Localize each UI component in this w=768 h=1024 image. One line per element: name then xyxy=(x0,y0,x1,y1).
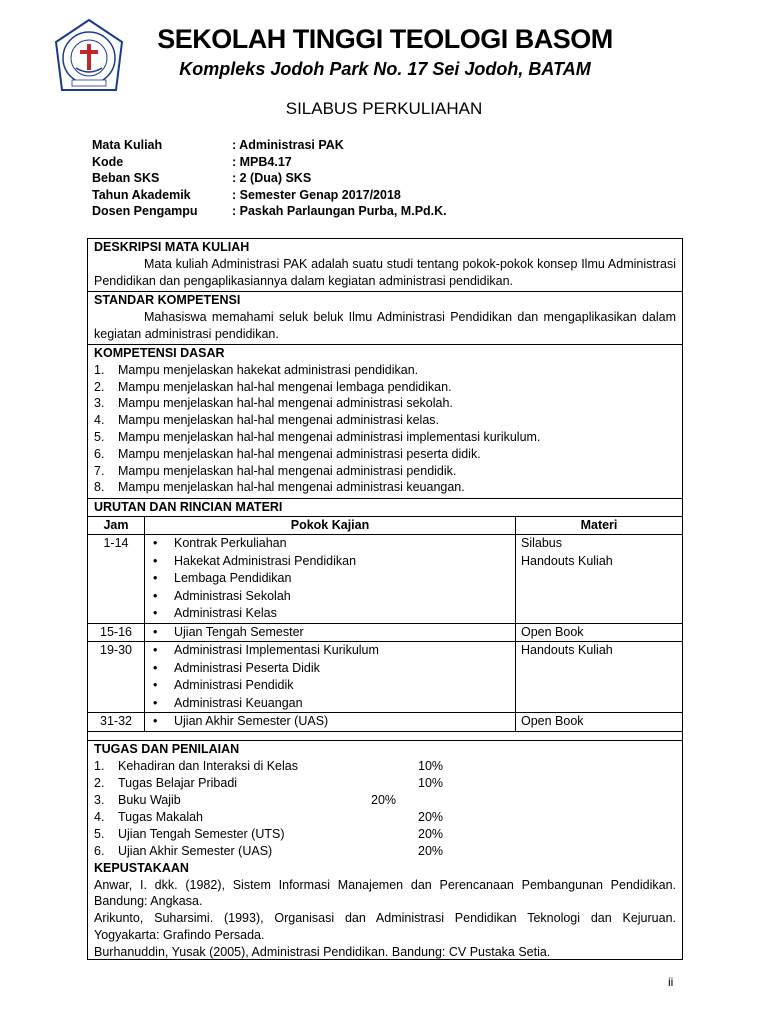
materi-item: Silabus xyxy=(521,536,562,551)
topic-item: • Administrasi Implementasi Kurikulum xyxy=(150,642,510,660)
table-row xyxy=(88,623,683,642)
topics-cell xyxy=(145,535,516,624)
course-info-row: Mata Kuliah : Administrasi PAK xyxy=(92,138,344,152)
deskripsi-text: Mata kuliah Administrasi PAK adalah suatu studi tentang pokok-pokok konsep Ilmu Administrasi Pendidikan dan pengaplikasiannya dalam kegiatan administrasi pendidikan. xyxy=(94,256,676,288)
topic-item: • Administrasi Pendidik xyxy=(150,677,510,695)
urutan-heading: URUTAN DAN RINCIAN MATERI xyxy=(94,500,283,514)
topics-cell xyxy=(145,623,516,642)
materi-cell xyxy=(516,535,683,624)
list-item: 4. Mampu menjelaskan hal-hal mengenai administrasi kelas. xyxy=(94,413,439,428)
assessment-item: 2. Tugas Belajar Pribadi 10% xyxy=(94,775,444,790)
list-item: 2. Mampu menjelaskan hal-hal mengenai lembaga pendidikan. xyxy=(94,379,452,394)
topic-item: • Hakekat Administrasi Pendidikan xyxy=(150,553,510,571)
materi-cell xyxy=(516,713,683,732)
document-title: SILABUS PERKULIAHAN xyxy=(285,99,483,118)
kompetensi-list xyxy=(94,362,676,496)
assessment-item: 1. Kehadiran dan Interaksi di Kelas 10% xyxy=(94,758,444,773)
reference-item: Anwar, I. dkk. (1982), Sistem Informasi Manajemen dan Perencanaan Pembangunan Pendidikan. Bandung: Angkasa. xyxy=(94,877,676,909)
topic-item: • Administrasi Peserta Didik xyxy=(150,660,510,678)
assessment-item: 3. Buku Wajib 20% xyxy=(94,792,397,807)
page-number: ii xyxy=(668,975,674,989)
deskripsi-section xyxy=(87,238,683,292)
list-item: 5. Mampu menjelaskan hal-hal mengenai administrasi implementasi kurikulum. xyxy=(94,429,541,444)
reference-item: Arikunto, Suharsimi. (1993), Organisasi dan Administrasi Pendidikan Teknologi dan Kejuruan. Yogyakarta: Grafindo Persada. xyxy=(94,911,676,942)
list-item: 8. Mampu menjelaskan hal-hal mengenai administrasi keuangan. xyxy=(94,480,465,495)
assessment-item: 4. Tugas Makalah 20% xyxy=(94,809,444,824)
standar-text: Mahasiswa memahami seluk beluk Ilmu Administrasi Pendidikan dan mengaplikasikan dalam kegiatan administrasi pendidikan. xyxy=(94,309,676,341)
kompetensi-heading: KOMPETENSI DASAR xyxy=(94,346,225,360)
list-item: 6. Mampu menjelaskan hal-hal mengenai administrasi peserta didik. xyxy=(94,446,481,461)
jam-cell: 31-32 xyxy=(88,713,145,732)
assessment-item: 5. Ujian Tengah Semester (UTS) 20% xyxy=(94,826,444,841)
materi-cell xyxy=(516,642,683,713)
course-info-row: Dosen Pengampu : Paskah Parlaungan Purba, M.Pd.K. xyxy=(92,204,447,218)
materi-item: Handouts Kuliah xyxy=(521,643,613,658)
topics-cell xyxy=(145,642,516,713)
course-info-row: Kode : MPB4.17 xyxy=(92,154,292,169)
school-address: Kompleks Jodoh Park No. 17 Sei Jodoh, BATAM xyxy=(179,59,591,79)
school-logo xyxy=(54,18,124,98)
materi-table xyxy=(87,516,683,732)
column-header: Pokok Kajian xyxy=(145,516,516,535)
materi-item: Open Book xyxy=(521,714,584,729)
table-row xyxy=(88,535,683,624)
jam-cell: 19-30 xyxy=(88,642,145,713)
jam-cell: 1-14 xyxy=(88,535,145,624)
reference-item: Burhanuddin, Yusak (2005), Administrasi Pendidikan. Bandung: CV Pustaka Setia. xyxy=(94,944,551,959)
topic-item: • Ujian Tengah Semester xyxy=(150,624,510,642)
topic-item: • Administrasi Kelas xyxy=(150,605,510,623)
standar-section xyxy=(87,291,683,345)
school-name: SEKOLAH TINGGI TEOLOGI BASOM xyxy=(157,24,613,54)
topic-item: • Administrasi Sekolah xyxy=(150,588,510,606)
tugas-kepustakaan-section xyxy=(87,740,683,960)
deskripsi-heading: DESKRIPSI MATA KULIAH xyxy=(94,240,250,254)
list-item: 1. Mampu menjelaskan hakekat administrasi pendidikan. xyxy=(94,362,419,377)
materi-item: Handouts Kuliah xyxy=(521,553,613,568)
table-row xyxy=(88,642,683,713)
column-header: Materi xyxy=(516,516,683,535)
kompetensi-section xyxy=(87,344,683,499)
column-header: Jam xyxy=(88,516,145,535)
tugas-heading: TUGAS DAN PENILAIAN xyxy=(94,742,240,756)
standar-heading: STANDAR KOMPETENSI xyxy=(94,293,241,307)
list-item: 7. Mampu menjelaskan hal-hal mengenai administrasi pendidik. xyxy=(94,463,457,478)
kepustakaan-heading: KEPUSTAKAAN xyxy=(94,860,189,875)
urutan-section xyxy=(87,498,683,741)
materi-item: Open Book xyxy=(521,624,584,639)
assessment-item: 6. Ujian Akhir Semester (UAS) 20% xyxy=(94,843,444,858)
topic-item: • Ujian Akhir Semester (UAS) xyxy=(150,713,510,731)
table-header-row xyxy=(88,516,683,535)
topic-item: • Administrasi Keuangan xyxy=(150,695,510,713)
course-info-row: Beban SKS : 2 (Dua) SKS xyxy=(92,171,312,185)
jam-cell: 15-16 xyxy=(88,623,145,642)
materi-cell xyxy=(516,623,683,642)
course-info-row: Tahun Akademik : Semester Genap 2017/2018 xyxy=(92,187,401,202)
course-info xyxy=(92,137,447,220)
topic-item: • Kontrak Perkuliahan xyxy=(150,535,510,553)
table-row xyxy=(88,713,683,732)
list-item: 3. Mampu menjelaskan hal-hal mengenai administrasi sekolah. xyxy=(94,396,453,411)
topic-item: • Lembaga Pendidikan xyxy=(150,570,510,588)
topics-cell xyxy=(145,713,516,732)
